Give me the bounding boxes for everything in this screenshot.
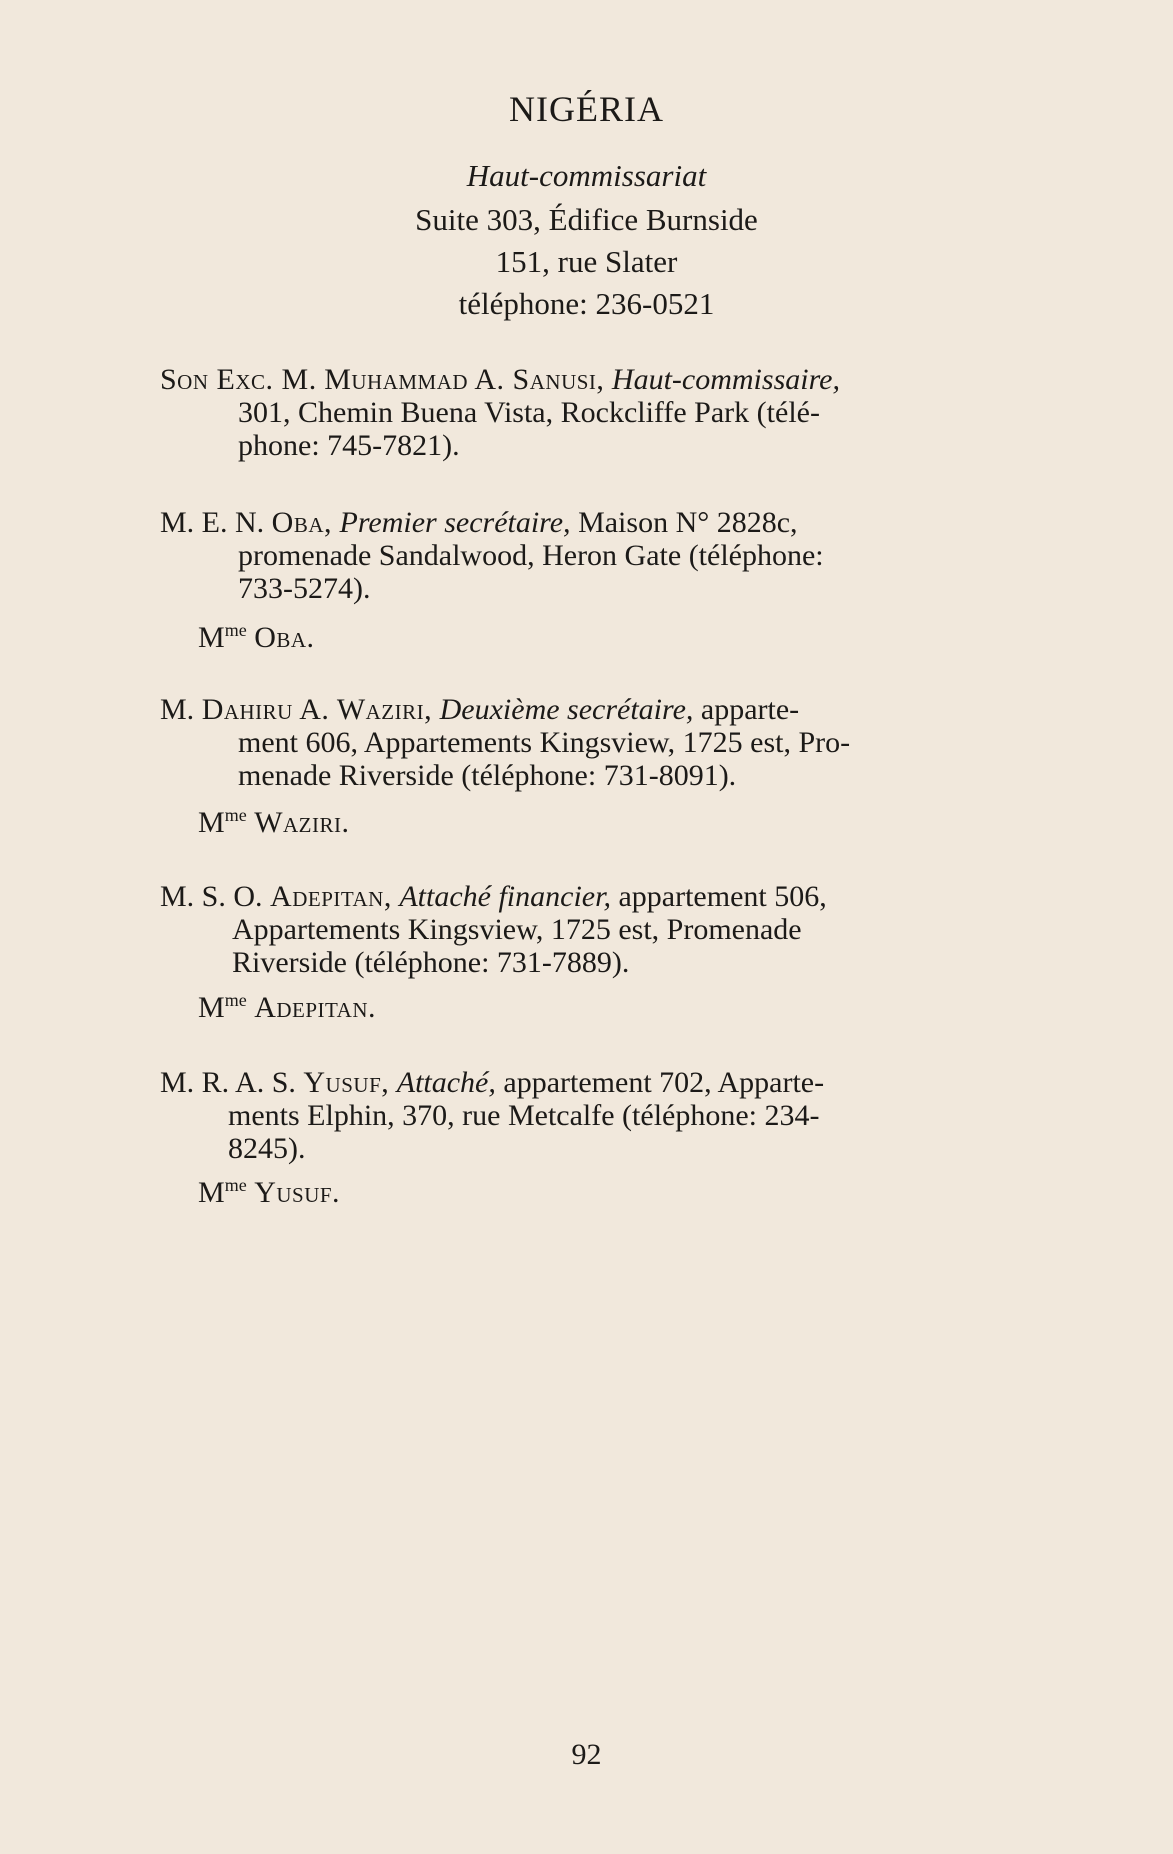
entry-line1-rest: appartement 702, Apparte- — [503, 1066, 825, 1099]
entry-title: Haut-commissaire, — [611, 363, 840, 396]
spouse-sup: me — [224, 805, 247, 825]
spouse-prefix: M — [198, 621, 225, 654]
country-heading: NIGÉRIA — [509, 89, 664, 129]
spouse-name: Yusuf. — [254, 1176, 341, 1209]
spouse-name: Waziri. — [254, 806, 350, 839]
entry-name: Oba, — [271, 506, 333, 539]
page-number: 92 — [571, 1738, 602, 1771]
entry-line-2: promenade Sandalwood, Heron Gate (téléphone: — [238, 539, 824, 572]
entry-line-2: ment 606, Appartements Kingsview, 1725 est, Pro- — [238, 726, 851, 759]
staff-entry — [160, 880, 1070, 979]
address-line-1: Suite 303, Édifice Burnside — [415, 202, 758, 237]
entry-title: Attaché, — [396, 1066, 496, 1099]
office-subtitle: Haut-commissariat — [466, 158, 707, 193]
entry-prefix: Son Exc. M. — [160, 363, 317, 396]
entry-line-2: Appartements Kingsview, 1725 est, Promenade — [232, 913, 802, 946]
spouse-prefix: M — [198, 1176, 225, 1209]
entry-line1-rest: Maison N° 2828c, — [578, 506, 798, 539]
entry-line1-rest: apparte- — [700, 693, 800, 726]
entry-title: Premier secrétaire, — [339, 506, 571, 539]
staff-entry — [160, 1066, 1070, 1165]
entry-title: Deuxième secrétaire, — [439, 693, 694, 726]
entry-prefix: M. — [160, 693, 195, 726]
entry-first-line — [160, 363, 1070, 396]
entry-prefix: M. R. A. S. — [160, 1066, 296, 1099]
spouse-line — [198, 991, 376, 1024]
entry-line-3: menade Riverside (téléphone: 731-8091). — [238, 759, 737, 792]
entry-first-line — [160, 693, 1070, 726]
entry-line-3: 733-5274). — [238, 572, 371, 605]
entry-prefix: M. E. N. — [160, 506, 265, 539]
entry-line1-rest: appartement 506, — [618, 880, 827, 913]
entry-title: Attaché financier, — [399, 880, 611, 913]
entry-name: Yusuf, — [303, 1066, 390, 1099]
staff-entry — [160, 506, 1070, 605]
address-line-2: 151, rue Slater — [495, 244, 678, 279]
entry-line-3: Riverside (téléphone: 731-7889). — [232, 946, 630, 979]
spouse-name: Adepitan. — [254, 991, 376, 1024]
entry-line-2: ments Elphin, 370, rue Metcalfe (téléphone: 234- — [228, 1099, 820, 1132]
spouse-sup: me — [224, 990, 247, 1010]
staff-entry — [160, 693, 1070, 792]
spouse-sup: me — [224, 1175, 247, 1195]
spouse-line — [198, 621, 315, 654]
spouse-sup: me — [224, 620, 247, 640]
spouse-name: Oba. — [254, 621, 315, 654]
spouse-line — [198, 1176, 340, 1209]
entry-first-line — [160, 506, 1070, 539]
entry-name: Adepitan, — [270, 880, 392, 913]
entry-line-2: 301, Chemin Buena Vista, Rockcliffe Park (télé- — [238, 396, 820, 429]
entry-name: Muhammad A. Sanusi, — [324, 363, 605, 396]
staff-entry — [160, 363, 1070, 462]
entry-line-3: phone: 745-7821). — [238, 429, 460, 462]
spouse-line — [198, 806, 350, 839]
address-line-3: téléphone: 236-0521 — [458, 286, 715, 321]
entry-first-line — [160, 880, 1070, 913]
entry-first-line — [160, 1066, 1070, 1099]
spouse-prefix: M — [198, 991, 225, 1024]
entry-name: Dahiru A. Waziri, — [201, 693, 433, 726]
entry-line-3: 8245). — [228, 1132, 306, 1165]
spouse-prefix: M — [198, 806, 225, 839]
entry-prefix: M. S. O. — [160, 880, 263, 913]
